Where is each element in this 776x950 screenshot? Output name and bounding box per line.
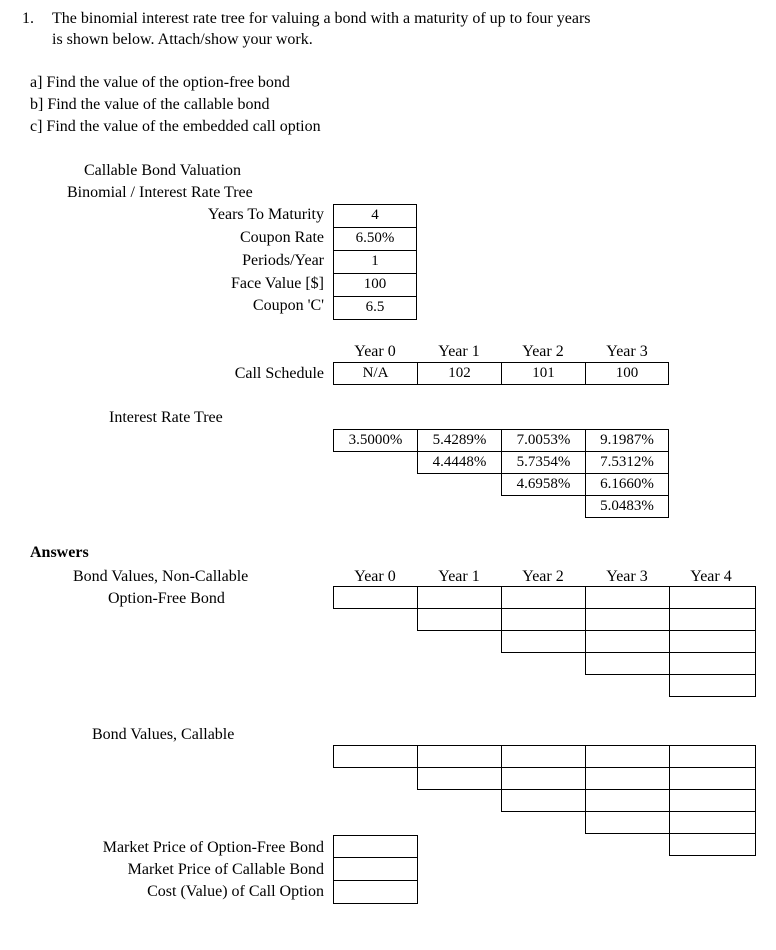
noncallable-cell-2-0[interactable] <box>501 586 586 609</box>
rate-tree-label: Interest Rate Tree <box>109 409 223 426</box>
market-optfree-label: Market Price of Option-Free Bond <box>102 839 324 856</box>
noncallable-label1: Bond Values, Non-Callable <box>73 568 249 585</box>
question-line2: is shown below. Attach/show your work. <box>52 31 313 48</box>
callable-cell-3-3[interactable] <box>585 811 670 834</box>
part-c: c] Find the value of the embedded call option <box>30 118 321 135</box>
call-value-1: 102 <box>417 362 502 385</box>
call-value-2: 101 <box>501 362 586 385</box>
noncallable-cell-3-2[interactable] <box>585 630 670 653</box>
params-title2: Binomial / Interest Rate Tree <box>67 184 253 201</box>
call-value-3: 100 <box>585 362 669 385</box>
answer-year-2: Year 2 <box>522 568 564 585</box>
callable-cell-1-1[interactable] <box>417 767 502 790</box>
call-year-0: Year 0 <box>354 343 396 360</box>
param-label-periods: Periods/Year <box>242 252 324 269</box>
rate-cell-1-1: 4.4448% <box>417 451 502 474</box>
param-value-years: 4 <box>333 204 417 228</box>
callable-cell-3-1[interactable] <box>585 767 670 790</box>
callable-cell-1-0[interactable] <box>417 745 502 768</box>
market-callable-label: Market Price of Callable Bond <box>127 861 324 878</box>
callable-cell-4-1[interactable] <box>669 767 756 790</box>
noncallable-cell-4-2[interactable] <box>669 630 756 653</box>
call-year-1: Year 1 <box>438 343 480 360</box>
call-schedule-label: Call Schedule <box>234 365 324 382</box>
rate-cell-2-0: 7.0053% <box>501 429 586 452</box>
answer-year-0: Year 0 <box>354 568 396 585</box>
rate-cell-2-1: 5.7354% <box>501 451 586 474</box>
callable-cell-4-3[interactable] <box>669 811 756 834</box>
callable-cell-4-4[interactable] <box>669 833 756 856</box>
rate-cell-3-0: 9.1987% <box>585 429 669 452</box>
callable-label: Bond Values, Callable <box>92 726 235 743</box>
rate-cell-3-1: 7.5312% <box>585 451 669 474</box>
callable-cell-2-1[interactable] <box>501 767 586 790</box>
param-value-periods: 1 <box>333 250 417 274</box>
call-value-0: N/A <box>333 362 418 385</box>
noncallable-cell-3-3[interactable] <box>585 652 670 675</box>
rate-cell-3-3: 5.0483% <box>585 495 669 518</box>
call-cost-input[interactable] <box>333 880 418 904</box>
callable-cell-2-0[interactable] <box>501 745 586 768</box>
callable-cell-3-0[interactable] <box>585 745 670 768</box>
param-label-coupon-rate: Coupon Rate <box>240 229 324 246</box>
question-number: 1. <box>22 10 34 27</box>
noncallable-label2: Option-Free Bond <box>108 590 225 607</box>
param-value-coupon-rate: 6.50% <box>333 227 417 251</box>
part-b: b] Find the value of the callable bond <box>30 96 270 113</box>
market-optfree-input[interactable] <box>333 835 418 858</box>
noncallable-cell-2-1[interactable] <box>501 608 586 631</box>
rate-cell-1-0: 5.4289% <box>417 429 502 452</box>
noncallable-cell-4-3[interactable] <box>669 652 756 675</box>
param-value-face: 100 <box>333 273 417 297</box>
noncallable-cell-4-1[interactable] <box>669 608 756 631</box>
call-year-2: Year 2 <box>522 343 564 360</box>
call-cost-label: Cost (Value) of Call Option <box>147 883 324 900</box>
noncallable-cell-2-2[interactable] <box>501 630 586 653</box>
part-a: a] Find the value of the option-free bond <box>30 74 290 91</box>
callable-cell-0-0[interactable] <box>333 745 418 768</box>
noncallable-cell-1-0[interactable] <box>417 586 502 609</box>
answer-year-1: Year 1 <box>438 568 480 585</box>
noncallable-cell-4-4[interactable] <box>669 674 756 697</box>
callable-cell-4-2[interactable] <box>669 789 756 812</box>
question-line1: The binomial interest rate tree for valuing a bond with a maturity of up to four years <box>52 10 591 27</box>
noncallable-cell-1-1[interactable] <box>417 608 502 631</box>
answer-year-4: Year 4 <box>690 568 732 585</box>
market-callable-input[interactable] <box>333 857 418 881</box>
answers-title: Answers <box>30 544 89 561</box>
rate-cell-2-2: 4.6958% <box>501 473 586 496</box>
param-label-face: Face Value [$] <box>231 275 324 292</box>
rate-cell-0-0: 3.5000% <box>333 429 418 452</box>
noncallable-cell-4-0[interactable] <box>669 586 756 609</box>
answer-year-3: Year 3 <box>606 568 648 585</box>
param-label-years: Years To Maturity <box>207 206 324 223</box>
params-title1: Callable Bond Valuation <box>84 162 242 179</box>
noncallable-cell-3-0[interactable] <box>585 586 670 609</box>
rate-cell-3-2: 6.1660% <box>585 473 669 496</box>
param-label-coupon: Coupon 'C' <box>252 297 324 314</box>
param-value-coupon: 6.5 <box>333 296 417 320</box>
callable-cell-3-2[interactable] <box>585 789 670 812</box>
callable-cell-2-2[interactable] <box>501 789 586 812</box>
callable-cell-4-0[interactable] <box>669 745 756 768</box>
noncallable-cell-0-0[interactable] <box>333 586 418 609</box>
call-year-3: Year 3 <box>606 343 648 360</box>
noncallable-cell-3-1[interactable] <box>585 608 670 631</box>
